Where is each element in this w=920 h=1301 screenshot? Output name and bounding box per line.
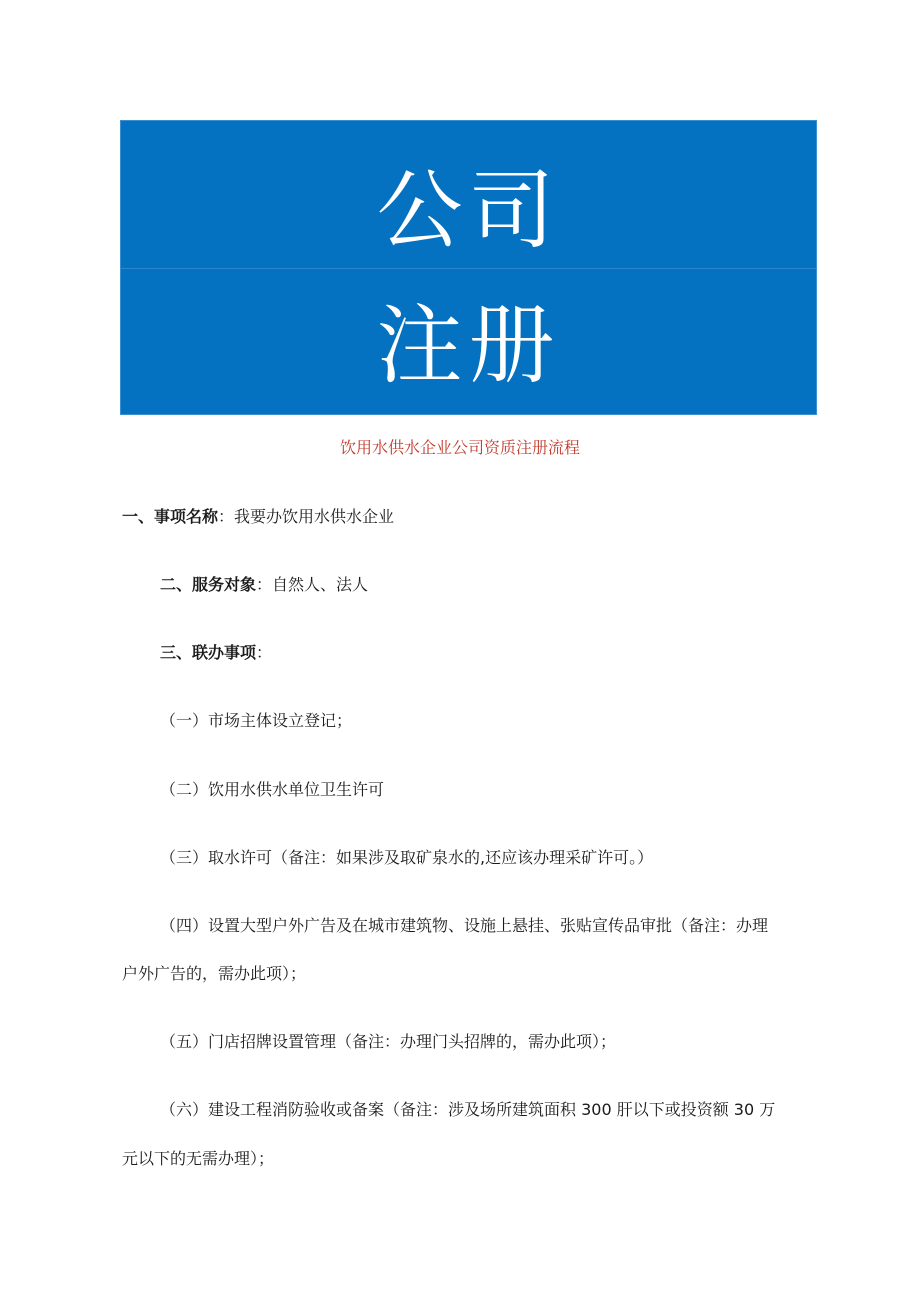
section-value: ： [256, 643, 273, 662]
list-item: （六）建设工程消防验收或备案（备注：涉及场所建筑面积 300 肝以下或投资额 30 万 [160, 1100, 776, 1119]
section-item-name [122, 505, 394, 529]
banner-title-line-1: 公司 [376, 161, 561, 261]
banner-divider [121, 268, 816, 269]
section-value: ：自然人、法人 [256, 575, 369, 594]
list-item: （一）市场主体设立登记； [160, 711, 353, 730]
list-item: （三）取水许可（备注：如果涉及取矿泉水的,还应该办理采矿许可。） [160, 848, 654, 867]
list-item-continuation: 元以下的无需办理）； [122, 1149, 275, 1168]
list-item: （五）门店招牌设置管理（备注：办理门头招牌的，需办此项）； [160, 1032, 617, 1051]
section-label: 三、联办事项 [160, 643, 257, 662]
document-title: 饮用水供水企业公司资质注册流程 [339, 438, 580, 457]
list-item: （四）设置大型户外广告及在城市建筑物、设施上悬挂、张贴宣传品审批（备注：办理 [160, 916, 769, 935]
section-label: 一、事项名称 [122, 507, 219, 526]
cover-banner [120, 120, 817, 415]
banner-title-line-2: 注册 [376, 296, 561, 396]
section-joint-items [160, 641, 272, 665]
section-service-target [160, 573, 368, 597]
section-label: 二、服务对象 [160, 575, 257, 594]
section-value: ：我要办饮用水供水企业 [218, 507, 395, 526]
list-item: （二）饮用水供水单位卫生许可 [160, 780, 385, 799]
list-item-continuation: 户外广告的，需办此项）； [122, 964, 307, 983]
